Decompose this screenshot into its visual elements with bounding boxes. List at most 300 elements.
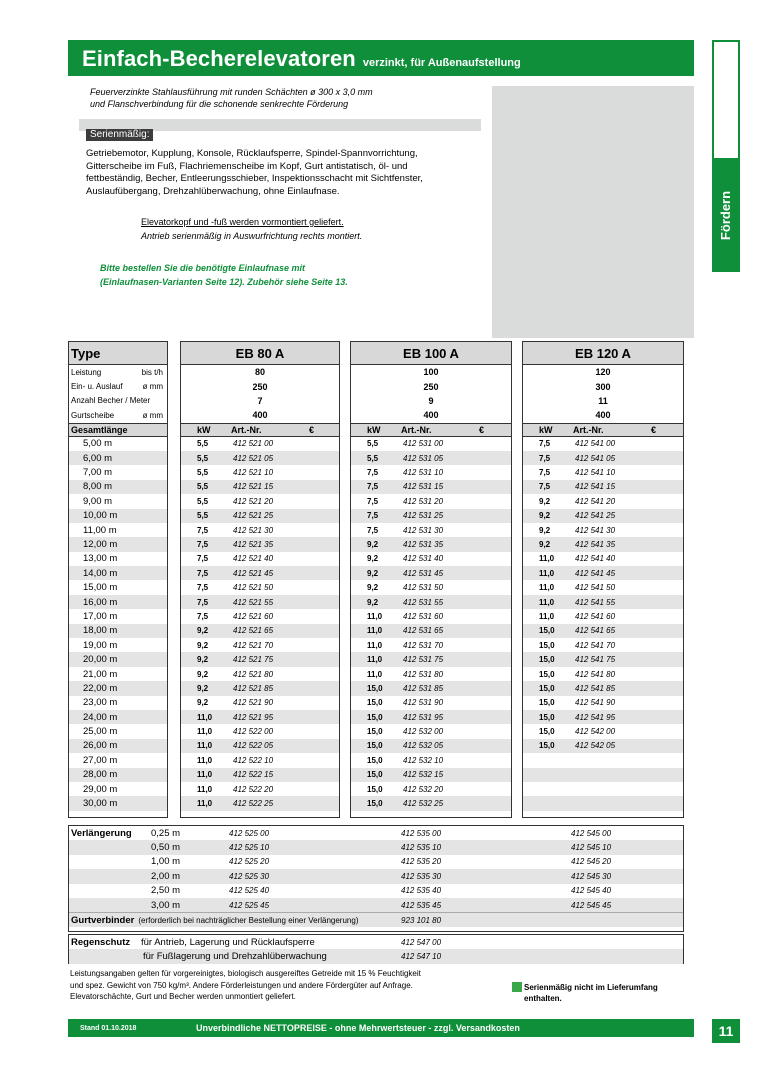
kw-value: 5,5: [197, 511, 209, 521]
art-number: 412 541 55: [575, 597, 616, 607]
extension-art: 412 535 20: [401, 857, 442, 867]
art-number: 412 541 65: [575, 626, 616, 636]
model-column-eb120: [522, 341, 684, 818]
kw-header: kW: [197, 424, 211, 435]
table-row: [351, 667, 511, 681]
extension-length: 1,00 m: [151, 856, 181, 868]
spec-value: 250: [252, 381, 268, 392]
kw-value: 9,2: [367, 554, 379, 564]
table-row: [351, 624, 511, 638]
length-cell: 16,00 m: [69, 595, 167, 609]
table-row: [181, 652, 339, 666]
length-cell: 11,00 m: [83, 524, 117, 536]
table-row: [523, 667, 683, 681]
art-number: 412 532 05: [403, 741, 444, 751]
order-note-line: Bitte bestellen Sie die benötigte Einlaufnase mit: [100, 263, 306, 273]
art-number: 412 541 35: [575, 539, 616, 549]
art-number: 412 521 40: [233, 554, 274, 564]
art-number: 412 521 95: [233, 712, 274, 722]
kw-value: 9,2: [197, 655, 209, 665]
table-row: [351, 451, 511, 465]
table-row: [181, 624, 339, 638]
kw-value: 9,2: [367, 597, 379, 607]
kw-value: 11,0: [197, 770, 213, 780]
kw-value: 5,5: [197, 439, 209, 449]
art-number: 412 541 95: [575, 712, 616, 722]
kw-value: 11,0: [539, 554, 555, 564]
table-row: [523, 739, 683, 753]
extension-art: 412 525 40: [229, 886, 270, 896]
art-number: 412 522 00: [233, 727, 274, 737]
table-row: [523, 480, 683, 494]
art-number: 412 521 65: [233, 626, 274, 636]
art-number: 412 541 60: [575, 611, 616, 621]
intro-text: [90, 86, 373, 110]
art-number: 412 541 85: [575, 683, 616, 693]
table-row: [181, 537, 339, 551]
spec-row: [351, 408, 511, 422]
art-number: 412 521 75: [233, 655, 274, 665]
table-row: [523, 638, 683, 652]
table-row: [181, 768, 339, 782]
art-number: 412 541 75: [575, 655, 616, 665]
kw-value: 11,0: [539, 597, 555, 607]
kw-value: 5,5: [367, 453, 379, 463]
extension-row: [69, 855, 683, 869]
table-row: [181, 739, 339, 753]
model-name: EB 80 A: [181, 342, 339, 365]
spec-row: [523, 394, 683, 408]
table-row: [351, 724, 511, 738]
art-number: 412 531 10: [403, 468, 444, 478]
length-cell: 27,00 m: [83, 754, 118, 766]
art-number: 412 532 00: [403, 727, 444, 737]
art-number: 412 532 20: [403, 784, 444, 794]
kw-value: 11,0: [539, 611, 555, 621]
table-row: [181, 552, 339, 566]
art-number: 412 532 10: [403, 755, 444, 765]
regenschutz-art: 412 547 10: [401, 952, 442, 962]
kw-value: 7,5: [367, 496, 379, 506]
spec-label-row: [69, 394, 167, 408]
kw-value: 7,5: [367, 511, 379, 521]
table-row: [351, 696, 511, 710]
art-number: 412 541 20: [575, 496, 616, 506]
art-number: 412 521 00: [233, 439, 274, 449]
order-note: [100, 261, 348, 289]
art-number: 412 521 55: [233, 597, 274, 607]
serien-line: Getriebemotor, Kupplung, Konsole, Rücklaufsperre, Spindel-Spannvorrichtung,: [86, 148, 418, 159]
regenschutz-text: für Fußlagerung und Drehzahlüberwachung: [143, 951, 327, 963]
spec-row: [523, 379, 683, 393]
regenschutz-label: Regenschutz: [71, 936, 131, 948]
table-row: [351, 753, 511, 767]
table-row: [351, 782, 511, 796]
intro-line: und Flanschverbindung für die schonende senkrechte Förderung: [90, 99, 349, 109]
table-row: [523, 768, 683, 782]
kw-value: 11,0: [197, 755, 213, 765]
length-cell: 26,00 m: [69, 739, 167, 753]
legend-line: Serienmäßig nicht im Lieferumfang: [524, 983, 658, 992]
spec-label: Leistung: [71, 367, 102, 377]
table-row: [181, 681, 339, 695]
table-row: [351, 566, 511, 580]
art-number: 412 541 80: [575, 669, 616, 679]
table-row: [351, 609, 511, 623]
kw-value: 15,0: [539, 698, 555, 708]
art-number: 412 521 45: [233, 568, 274, 578]
extension-length: 0,50 m: [151, 842, 181, 854]
art-number: 412 521 25: [233, 511, 274, 521]
kw-value: 9,2: [367, 583, 379, 593]
spec-row: [351, 379, 511, 393]
kw-value: 15,0: [539, 655, 555, 665]
elevator-note: [141, 215, 362, 243]
kw-value: 5,5: [197, 496, 209, 506]
regenschutz-row: [69, 949, 683, 963]
spec-value: 120: [595, 367, 611, 378]
spec-label: Gurtscheibe: [71, 410, 115, 420]
gurtverbinder-row: [69, 912, 683, 926]
legend-swatch: [512, 982, 522, 992]
side-tab: [712, 158, 740, 272]
art-header: Art.-Nr.: [573, 424, 604, 435]
kw-value: 11,0: [197, 727, 213, 737]
table-row: [181, 667, 339, 681]
table-row: [523, 624, 683, 638]
legend-text: [524, 982, 658, 1004]
extension-art: 412 525 45: [229, 900, 270, 910]
kw-value: 15,0: [539, 683, 555, 693]
serien-line: Gitterscheibe im Fuß, Flachriemenscheibe im Kopf, Gurt antistatisch, öl- und: [86, 160, 408, 172]
extension-art: 412 535 10: [401, 843, 442, 853]
length-cell: 8,00 m: [69, 480, 167, 494]
art-number: 412 521 30: [233, 525, 274, 535]
spec-label-row: [69, 408, 167, 422]
extension-length: 0,25 m: [151, 827, 181, 839]
spec-label: Anzahl Becher / Meter: [71, 396, 151, 406]
kw-value: 9,2: [197, 626, 209, 636]
label-column: [68, 341, 168, 818]
extension-art: 412 545 30: [571, 871, 612, 881]
table-row: [181, 566, 339, 580]
art-number: 412 531 25: [403, 511, 444, 521]
table-row: [351, 710, 511, 724]
spec-row: [351, 394, 511, 408]
table-row: [523, 552, 683, 566]
extension-row: [69, 869, 683, 883]
art-number: 412 521 05: [233, 453, 274, 463]
extension-art: 412 545 00: [571, 828, 612, 838]
kw-value: 9,2: [539, 496, 551, 506]
model-column-eb80: [180, 341, 340, 818]
table-row: [181, 696, 339, 710]
length-cell: 6,00 m: [69, 451, 167, 465]
art-number: 412 541 50: [575, 583, 616, 593]
kw-value: 7,5: [539, 439, 551, 449]
footer-center: Unverbindliche NETTOPREISE - ohne Mehrwertsteuer - zzgl. Versandkosten: [196, 1023, 520, 1033]
art-number: 412 531 50: [403, 583, 444, 593]
table-row: [181, 753, 339, 767]
spec-value: 9: [428, 395, 434, 406]
page-number: 11: [712, 1019, 740, 1043]
art-number: 412 521 15: [233, 482, 274, 492]
table-row: [523, 696, 683, 710]
length-cell: 19,00 m: [83, 639, 118, 651]
length-cell: 30,00 m: [69, 796, 167, 810]
art-number: 412 531 65: [403, 626, 444, 636]
table-row: [181, 451, 339, 465]
kw-value: 7,5: [367, 482, 379, 492]
length-cell: 5,00 m: [83, 438, 113, 450]
art-number: 412 522 05: [233, 741, 274, 751]
spec-row: [181, 379, 339, 393]
extension-art: 412 525 10: [229, 843, 270, 853]
type-header: Type: [69, 342, 167, 365]
kw-value: 15,0: [539, 741, 555, 751]
spec-unit: ø mm: [142, 410, 163, 420]
kw-header: kW: [539, 424, 553, 435]
table-row: [523, 465, 683, 479]
kw-value: 9,2: [197, 698, 209, 708]
kw-value: 7,5: [197, 539, 209, 549]
kw-value: 5,5: [197, 453, 209, 463]
kw-header: kW: [367, 424, 381, 435]
kw-value: 15,0: [367, 741, 383, 751]
art-number: 412 531 70: [403, 640, 444, 650]
kw-value: 7,5: [367, 525, 379, 535]
kw-value: 15,0: [367, 698, 383, 708]
art-number: 412 531 90: [403, 698, 444, 708]
extension-length: 2,50 m: [151, 885, 181, 897]
spec-row: [181, 365, 339, 379]
art-number: 412 541 15: [575, 482, 616, 492]
spec-label-row: [69, 379, 167, 393]
table-row: [181, 580, 339, 594]
length-cell: 28,00 m: [69, 768, 167, 782]
spec-value: 400: [252, 410, 268, 421]
gurtverbinder-note: (erforderlich bei nachträglicher Bestellung einer Verlängerung): [138, 915, 359, 925]
table-row: [181, 710, 339, 724]
column-header-row: [351, 423, 511, 437]
length-cell: 9,00 m: [83, 495, 113, 507]
kw-value: 15,0: [539, 626, 555, 636]
footer-bar: [68, 1019, 694, 1037]
spec-value: 11: [598, 395, 608, 406]
art-number: 412 542 00: [575, 727, 616, 737]
art-number: 412 541 00: [575, 439, 616, 449]
art-number: 412 532 25: [403, 799, 444, 809]
extension-row: [69, 840, 683, 854]
regenschutz-art: 412 547 00: [401, 937, 442, 947]
spec-value: 400: [423, 410, 439, 421]
spec-label: Ein- u. Auslauf: [71, 382, 123, 392]
kw-value: 5,5: [197, 482, 209, 492]
extension-length: 2,00 m: [151, 870, 181, 882]
kw-value: 15,0: [367, 799, 383, 809]
length-cell: 25,00 m: [83, 726, 118, 738]
length-cell: 14,00 m: [69, 566, 167, 580]
table-row: [181, 523, 339, 537]
extension-art: 412 545 45: [571, 900, 612, 910]
table-row: [351, 796, 511, 810]
spec-label-row: [69, 365, 167, 379]
table-row: [523, 710, 683, 724]
kw-value: 7,5: [367, 468, 379, 478]
gray-panel: [492, 86, 694, 338]
art-number: 412 531 75: [403, 655, 444, 665]
kw-value: 9,2: [367, 568, 379, 578]
extension-row: [69, 884, 683, 898]
extension-length: 3,00 m: [151, 899, 181, 911]
table-row: [181, 595, 339, 609]
table-row: [351, 768, 511, 782]
kw-value: 15,0: [539, 712, 555, 722]
art-number: 412 541 05: [575, 453, 616, 463]
eur-header: €: [309, 424, 315, 435]
art-number: 412 541 25: [575, 511, 616, 521]
table-row: [523, 782, 683, 796]
art-number: 412 541 30: [575, 525, 616, 535]
kw-value: 11,0: [197, 712, 213, 722]
title-bar: [68, 40, 694, 76]
art-header: Art.-Nr.: [231, 424, 262, 435]
art-number: 412 541 40: [575, 554, 616, 564]
extension-row: [69, 898, 683, 912]
footnote-line: Leistungsangaben gelten für vorgereinigtes, biologisch ausgereiftes Getreide mit 15 % Feuchtigkeit: [70, 969, 421, 978]
kw-value: 11,0: [197, 799, 213, 809]
regenschutz-text: für Antrieb, Lagerung und Rücklaufsperre: [141, 936, 315, 948]
table-row: [181, 437, 339, 451]
table-row: [181, 509, 339, 523]
table-row: [523, 494, 683, 508]
spec-value: 250: [423, 381, 439, 392]
kw-value: 11,0: [197, 784, 213, 794]
table-row: [351, 652, 511, 666]
spec-value: 300: [595, 381, 611, 392]
kw-value: 7,5: [539, 453, 551, 463]
table-row: [523, 609, 683, 623]
footnote-line: Elevatorschächte, Gurt und Becher werden unmontiert geliefert.: [70, 992, 296, 1001]
kw-value: 7,5: [197, 525, 209, 535]
table-row: [351, 494, 511, 508]
elevator-note-line2: Antrieb serienmäßig in Auswurfrichtung rechts montiert.: [141, 231, 363, 241]
spec-row: [523, 408, 683, 422]
length-cell: 23,00 m: [83, 697, 118, 709]
extension-row: [69, 826, 683, 840]
intro-line: Feuerverzinkte Stahlausführung mit runden Schächten ø 300 x 3,0 mm: [90, 87, 373, 97]
serien-text: [86, 148, 486, 198]
table-row: [523, 724, 683, 738]
length-cell: 29,00 m: [83, 783, 118, 795]
art-number: 412 541 45: [575, 568, 616, 578]
art-number: 412 522 15: [233, 770, 274, 780]
kw-value: 11,0: [367, 669, 383, 679]
column-header-row: [181, 423, 339, 437]
art-number: 412 531 55: [403, 597, 444, 607]
art-number: 412 531 35: [403, 539, 444, 549]
kw-value: 9,2: [197, 640, 209, 650]
table-row: [351, 681, 511, 695]
extension-art: 412 545 40: [571, 886, 612, 896]
kw-value: 11,0: [367, 655, 383, 665]
table-row: [181, 465, 339, 479]
length-cell: 10,00 m: [69, 509, 167, 523]
side-tab-label: Fördern: [718, 190, 734, 240]
kw-value: 7,5: [197, 568, 209, 578]
kw-value: 11,0: [539, 583, 555, 593]
model-column-eb100: [350, 341, 512, 818]
eur-header: €: [651, 424, 657, 435]
table-row: [523, 509, 683, 523]
kw-value: 11,0: [367, 626, 383, 636]
art-number: 412 521 85: [233, 683, 274, 693]
kw-value: 11,0: [367, 640, 383, 650]
art-number: 412 531 85: [403, 683, 444, 693]
art-number: 412 541 90: [575, 698, 616, 708]
art-number: 412 531 80: [403, 669, 444, 679]
order-note-line: (Einlaufnasen-Varianten Seite 12). Zubehör siehe Seite 13.: [100, 277, 348, 287]
page-subtitle: verzinkt, für Außenaufstellung: [362, 57, 521, 69]
kw-value: 9,2: [367, 539, 379, 549]
art-number: 412 522 25: [233, 799, 274, 809]
spec-row: [181, 394, 339, 408]
kw-value: 15,0: [539, 727, 555, 737]
table-row: [523, 437, 683, 451]
table-row: [351, 437, 511, 451]
spec-value: 80: [254, 367, 265, 378]
kw-value: 15,0: [367, 683, 383, 693]
model-name: EB 100 A: [351, 342, 511, 365]
kw-value: 9,2: [539, 525, 551, 535]
table-row: [351, 465, 511, 479]
spec-value: 400: [595, 410, 611, 421]
table-row: [523, 523, 683, 537]
kw-value: 7,5: [197, 597, 209, 607]
kw-value: 15,0: [367, 727, 383, 737]
gurtverbinder-label: Gurtverbinder: [71, 914, 135, 926]
length-cell: 18,00 m: [69, 624, 167, 638]
table-row: [351, 739, 511, 753]
column-header-row: [523, 423, 683, 437]
kw-value: 15,0: [367, 712, 383, 722]
art-number: 412 531 40: [403, 554, 444, 564]
art-number: 412 541 70: [575, 640, 616, 650]
kw-value: 15,0: [539, 640, 555, 650]
extension-art: 412 545 10: [571, 843, 612, 853]
extension-box: [68, 825, 684, 932]
table-row: [523, 753, 683, 767]
kw-value: 15,0: [367, 755, 383, 765]
page-title: Einfach-Becherelevatoren: [82, 46, 356, 71]
length-cell: 13,00 m: [83, 553, 118, 565]
kw-value: 7,5: [539, 482, 551, 492]
table-row: [523, 537, 683, 551]
length-cell: 7,00 m: [83, 467, 113, 479]
length-cell: 15,00 m: [83, 582, 118, 594]
art-number: 412 531 30: [403, 525, 444, 535]
art-number: 412 521 20: [233, 496, 274, 506]
kw-value: 9,2: [539, 511, 551, 521]
kw-value: 7,5: [539, 468, 551, 478]
extension-art: 412 525 20: [229, 857, 270, 867]
footer-stand: Stand 01.10.2018: [80, 1024, 137, 1032]
regenschutz-row: [69, 935, 683, 949]
table-row: [523, 652, 683, 666]
length-cell: 20,00 m: [69, 652, 167, 666]
extension-art: 412 535 45: [401, 900, 442, 910]
table-row: [351, 595, 511, 609]
